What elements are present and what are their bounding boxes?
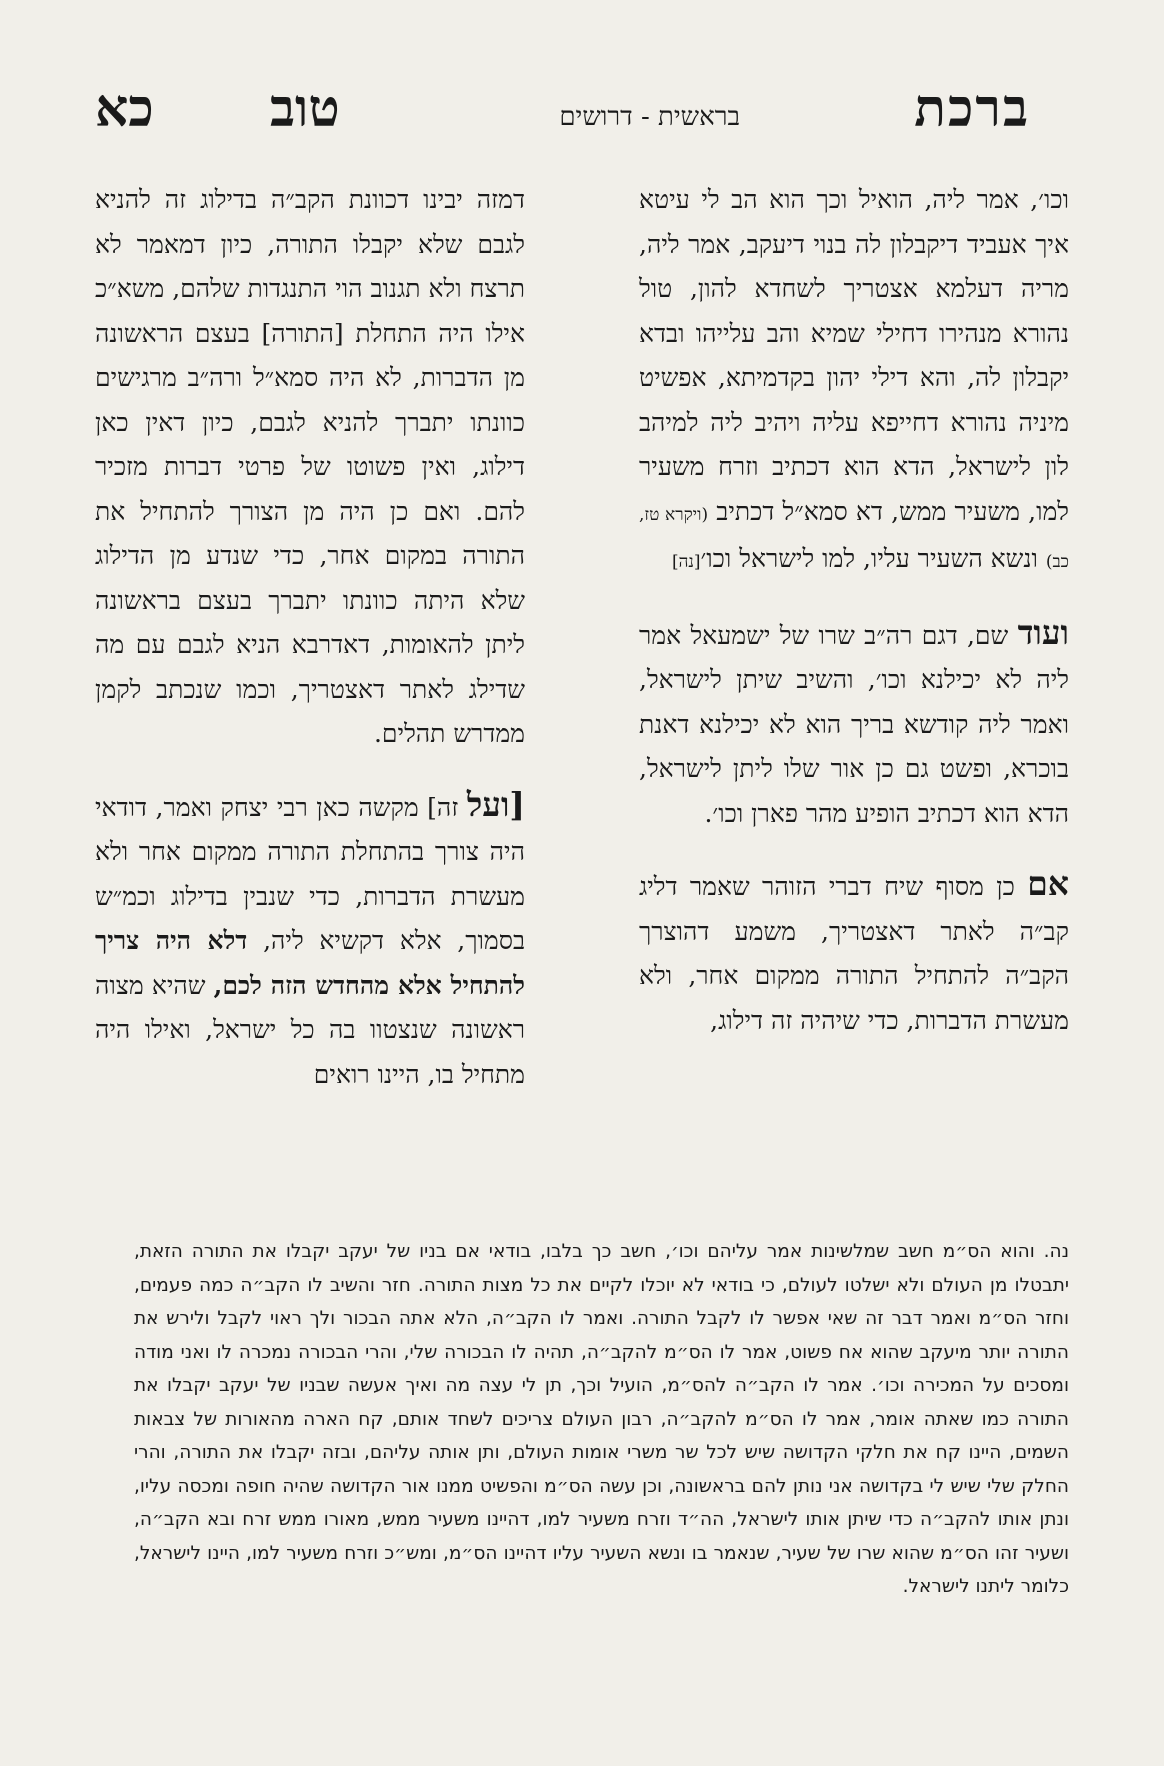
left-paragraph-1: דמזה יבינו דכוונת הקב״ה בדילוג זה להניא לגבם שלא יקבלו התורה, כיון דמאמר לא תרצח ולא תגנוב הוי התנגדות שלהם, משא״כ אילו היה התחלת [התורה] בעצם הראשונה מן הדברות, לא היה סמא״ל ורה״ב מרגישים כוונתו יתברך להניא לגבם, כיון דאין כאן דילוג, ואין פשוטו של פרטי דברות מזכיר להם. ואם כן היה מן הצורך להתחיל את התורה במקום אחר, כדי שנדע מן הדילוג שלא היתה כוונתו יתברך בעצם בראשונה ליתן להאומות, דאדרבא הניא לגבם עם מה שדילג לאתר דאצטריך, וכמו שנכתב לקמן ממדרש תהלים. [95,185,525,748]
verse-reference: (ויקרא טז, כב) [639,504,1069,572]
right-p1-text: וכו׳, אמר ליה, הואיל וכך הוא הב לי עיטא איך אעביד דיקבלון לה בנוי דיעקב, אמר ליה, מריה דעלמא אצטריך לשחדא להון, טול נהורא מנהירו דחילי שמיא והב עלייהו ובדא יקבלון לה, והא דילי יהון בקדמיתא, אפשיט מיניה נהורא דחייפא עליה ויהיב ליה למיהב לון לישראל, הדא הוא דכתיב וזרח משעיר למו, משעיר ממש, דא סמא״ל דכתיב [639,185,1070,526]
right-p1-end: ונשא השעיר עליו, למו לישראל וכו׳ [700,544,1038,573]
right-column [639,178,1069,1043]
right-paragraph-2 [639,611,1069,837]
header-title-left: טוב [270,78,340,139]
footnote-marker: [נה] [671,552,701,572]
right-paragraph-3 [639,862,1069,1043]
paragraph-lead-word: ועוד [1017,612,1069,652]
left-p2-bold-phrase: דלא היה צריך להתחיל אלא מהחדש הזה לכם, [95,926,525,1000]
right-p2-text: שם, דגם רה״ב שרו של ישמעאל אמר ליה לא יכילנא וכו׳, והשיב שיתן לישראל, ואמר ליה קודשא בריך הוא לא יכילנא דאנת בוכרא, ופשט גם כן אור שלו ליתן לישראל, הדא הוא דכתיב הופיע מהר פארן וכו׳. [639,620,1069,828]
left-p2-text-b: שהיא מצוה ראשונה שנצטוו בה כל ישראל, ואילו היה מתחיל בו, היינו רואים [95,970,525,1089]
left-p2-text-a: זה] מקשה כאן רבי יצחק ואמר, דודאי היה צורך בהתחלת התורה ממקום אחר ולא מעשרת הדברות, כדי שנבין בדילוג וכמ״ש בסמוך, אלא דקשיא ליה, [95,792,525,955]
running-header [95,78,1030,148]
header-title-right: ברכת [914,78,1030,139]
left-column [95,178,525,1097]
page-number: כא [95,78,154,139]
header-subtitle: בראשית - דרושים [559,102,740,132]
footnote: נה. והוא הס״מ חשב שמלשינות אמר עליהם וכו׳, חשב כך בלבו, בודאי אם בניו של יעקב יקבלו את התורה הזאת, יתבטלו מן העולם ולא ישלטו לעולם, כי בודאי לא יוכלו לקיים את כל מצות התורה. חזר והשיב לו הקב״ה כמה פעמים, וחזר הס״מ ואמר דבר זה שאי אפשר לו לקבל התורה. ואמר לו הקב״ה, הלא אתה הבכור ולך ראוי לקבל ולירש את התורה יותר מיעקב שהוא אח פשוט, אמר לו הס״מ להקב״ה, תהיה לו הבכורה שלי, והרי הבכורה נמכרה לו ואני מודה ומסכים על המכירה וכו׳. אמר לו הקב״ה להס״מ, הועיל וכך, תן לי עצה מה ואיך אעשה שבניו של יעקב יקבלו את התורה כמו שאתה אומר, אמר לו הס״מ להקב״ה, רבון העולם צריכים לשחד אותם, קח הארה מהאורות של צבאות השמים, היינו קח את חלקי הקדושה שיש לכל שר משרי אומות העולם, ותן אותה עליהם, ובזה יקבלו את התורה, והרי החלק שלי שיש לי בקדושה אני נותן להם בראשונה, וכן עשה הס״מ והפשיט ממנו אור הקדושה שהיה חופה ומכסה עליו, ונתן אותו להקב״ה כדי שיתן אותו לישראל, הה״ד וזרח משעיר למו, דהיינו משעיר ממש, מאורו ממש זרח ובא הקב״ה, ושעיר זהו הס״מ שהוא שרו של שעיר, שנאמר בו ונשא השעיר עליו דהיינו הס״מ, ומש״כ וזרח משעיר למו, היינו לישראל, כלומר ליתנו לישראל. [134,1241,1069,1597]
paragraph-lead-word: [ועל [466,784,525,824]
right-paragraph-1 [639,178,1069,585]
left-paragraph-2 [95,783,525,1098]
right-p3-text: כן מסוף שיח דברי הזוהר שאמר דליג קב״ה לאתר דאצטריך, משמע דהוצרך הקב״ה להתחיל התורה ממקום אחר, ולא מעשרת הדברות, כדי שיהיה זה דילוג, [639,872,1069,1035]
paragraph-lead-word: אם [1027,864,1070,903]
